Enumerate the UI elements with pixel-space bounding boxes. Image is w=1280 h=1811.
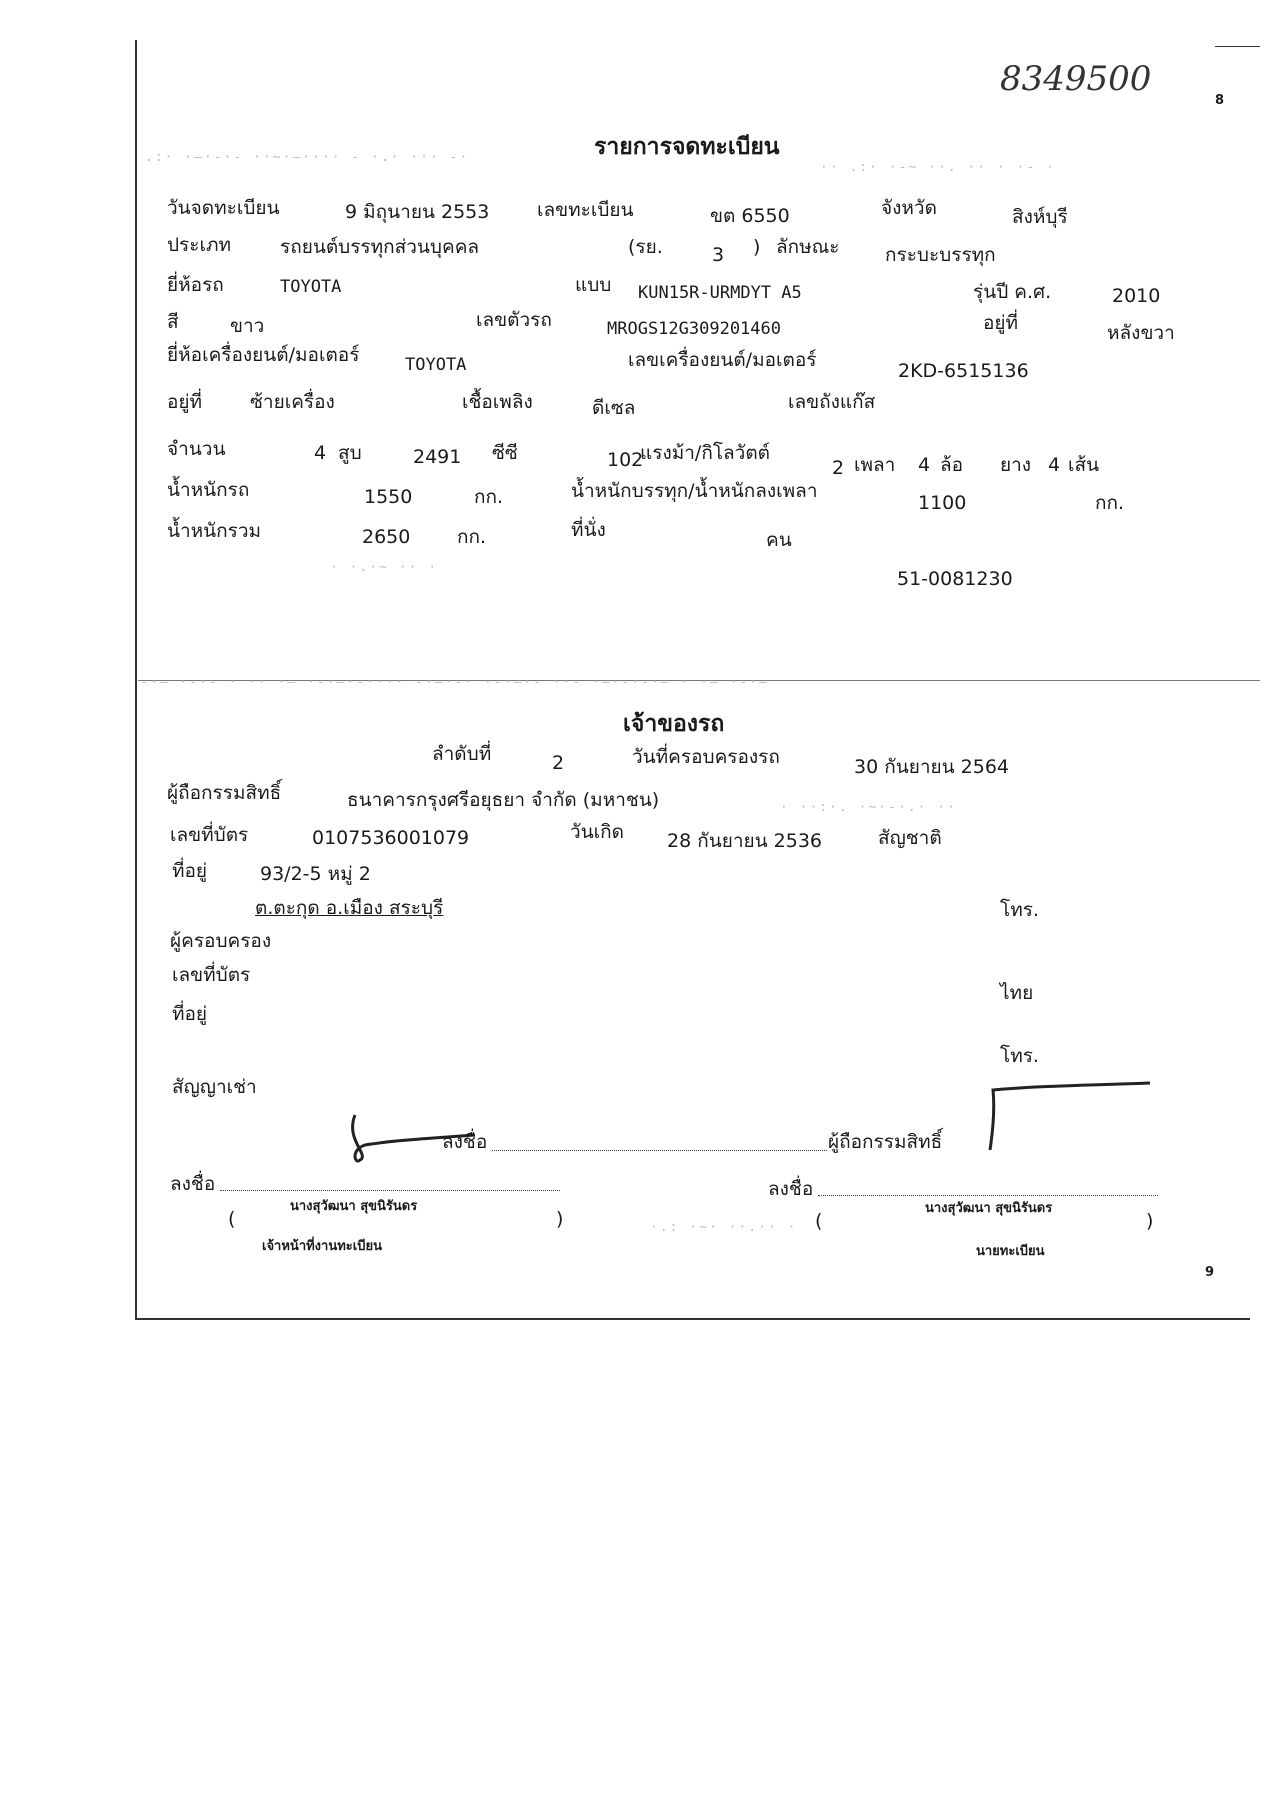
axles-label: เพลา bbox=[854, 454, 896, 476]
holder-sign-label: ผู้ถือกรรมสิทธิ์ bbox=[828, 1131, 943, 1153]
reg-date: 9 มิถุนายน 2553 bbox=[345, 201, 490, 223]
officer2-name: นางสุวัฒนา สุขนิรันดร bbox=[925, 1201, 1053, 1216]
fuel-label: เชื้อเพลิง bbox=[462, 391, 533, 413]
tires-unit: เส้น bbox=[1068, 454, 1100, 476]
dob-label: วันเกิด bbox=[570, 821, 624, 843]
brand: TOYOTA bbox=[280, 277, 342, 297]
sign-label-1: ลงชื่อ bbox=[442, 1131, 488, 1153]
sign-line-2 bbox=[220, 1190, 560, 1191]
officer2-title: นายทะเบียน bbox=[976, 1244, 1045, 1259]
dob: 28 กันยายน 2536 bbox=[667, 830, 823, 852]
address-label: ที่อยู่ bbox=[172, 860, 208, 882]
form-no: 51-0081230 bbox=[897, 568, 1013, 590]
officer1-paren-close: ) bbox=[556, 1208, 564, 1230]
thai-label: ไทย bbox=[1000, 982, 1034, 1004]
plate: ขต 6550 bbox=[710, 205, 790, 227]
handwritten-number: 8349500 bbox=[1000, 59, 1152, 99]
tel-label: โทร. bbox=[1000, 899, 1039, 921]
scan-noise: -·— ·-·- · ·· ·— ·-·—·-···· -·—·-· ·-·—·- ··- ·—·-·-·— · ·— ·-·— bbox=[140, 675, 769, 690]
weight: 1550 bbox=[364, 486, 413, 508]
cc-label: ซีซี bbox=[492, 442, 518, 464]
cyl-label: สูบ bbox=[338, 442, 362, 464]
wheels-label: ล้อ bbox=[940, 454, 964, 476]
engine-brand: TOYOTA bbox=[405, 355, 467, 375]
kg1: กก. bbox=[474, 486, 504, 508]
load: 1100 bbox=[918, 492, 967, 514]
gross-label: น้ำหนักรวม bbox=[167, 520, 262, 542]
signature-holder bbox=[985, 1080, 1155, 1160]
address-line1: 93/2-5 หมู่ 2 bbox=[260, 863, 371, 885]
model: KUN15R-URMDYT A5 bbox=[638, 283, 802, 303]
color: ขาว bbox=[230, 315, 265, 337]
tel2-label: โทร. bbox=[1000, 1045, 1039, 1067]
sign-label-2: ลงชื่อ bbox=[170, 1173, 216, 1195]
style: กระบะบรรทุก bbox=[885, 244, 996, 266]
hp: 102 bbox=[607, 449, 644, 471]
persons-label: คน bbox=[766, 529, 792, 551]
owner-title: เจ้าของรถ bbox=[623, 711, 725, 737]
engine-no-label: เลขเครื่องยนต์/มอเตอร์ bbox=[628, 349, 817, 371]
top-right-line bbox=[1215, 46, 1260, 47]
plate-label: เลขทะเบียน bbox=[537, 199, 634, 221]
ry-open: (รย. bbox=[628, 236, 663, 258]
seq: 2 bbox=[552, 752, 565, 774]
style-label: ลักษณะ bbox=[776, 236, 840, 258]
sign-label-3: ลงชื่อ bbox=[768, 1178, 814, 1200]
officer1-title: เจ้าหน้าที่งานทะเบียน bbox=[262, 1239, 382, 1254]
gross: 2650 bbox=[362, 526, 411, 548]
seq-label: ลำดับที่ bbox=[432, 743, 492, 765]
possessor-id-label: เลขที่บัตร bbox=[172, 964, 251, 986]
province-label: จังหวัด bbox=[881, 197, 937, 219]
engine-loc-label: อยู่ที่ bbox=[167, 391, 203, 413]
lease-label: สัญญาเช่า bbox=[172, 1076, 257, 1098]
tank-label: เลขถังแก๊ส bbox=[788, 391, 876, 413]
axles: 2 bbox=[832, 457, 845, 479]
model-year: 2010 bbox=[1112, 285, 1161, 307]
bottom-border-line bbox=[135, 1318, 1250, 1320]
registration-title: รายการจดทะเบียน bbox=[594, 134, 780, 160]
color-label: สี bbox=[167, 311, 179, 333]
possessor-label: ผู้ครอบครอง bbox=[170, 930, 272, 952]
kg2: กก. bbox=[1095, 492, 1125, 514]
fuel: ดีเซล bbox=[592, 397, 636, 419]
scan-noise: .:· ·—·-·- ··~·—···· - ·.· ··· -· bbox=[145, 150, 470, 165]
left-border-line bbox=[135, 40, 137, 1320]
count-label: จำนวน bbox=[167, 438, 226, 460]
scan-noise: · ··:·. ·~·-·.· ·· bbox=[780, 800, 957, 815]
hp-label: แรงม้า/กิโลวัตต์ bbox=[640, 442, 771, 464]
cylinders: 4 bbox=[314, 442, 327, 464]
engine-brand-label: ยี่ห้อเครื่องยนต์/มอเตอร์ bbox=[167, 344, 360, 366]
holder-label: ผู้ถือกรรมสิทธิ์ bbox=[167, 782, 282, 804]
weight-label: น้ำหนักรถ bbox=[167, 479, 250, 501]
possessor-address-label: ที่อยู่ bbox=[172, 1003, 208, 1025]
ry-close: ) bbox=[753, 236, 761, 258]
cc: 2491 bbox=[413, 446, 462, 468]
poss-date-label: วันที่ครอบครองรถ bbox=[632, 746, 780, 768]
load-label: น้ำหนักบรรทุก/น้ำหนักลงเพลา bbox=[571, 480, 818, 502]
id: 0107536001079 bbox=[312, 827, 470, 849]
scan-noise: · ·.·~ ·· · bbox=[330, 560, 439, 575]
chassis: MROGS12G309201460 bbox=[607, 319, 781, 339]
province: สิงห์บุรี bbox=[1012, 206, 1068, 228]
chassis-loc: หลังขวา bbox=[1107, 322, 1175, 344]
officer1-paren-open: ( bbox=[228, 1208, 236, 1230]
poss-date: 30 กันยายน 2564 bbox=[854, 756, 1010, 778]
brand-label: ยี่ห้อรถ bbox=[167, 274, 224, 296]
sign-line-1 bbox=[492, 1150, 827, 1151]
page-mark-bottom: 9 bbox=[1205, 1265, 1215, 1280]
engine-no: 2KD-6515136 bbox=[898, 360, 1029, 382]
nationality-label: สัญชาติ bbox=[878, 827, 942, 849]
id-label: เลขที่บัตร bbox=[170, 824, 249, 846]
kg3: กก. bbox=[457, 526, 487, 548]
chassis-loc-label: อยู่ที่ bbox=[983, 312, 1019, 334]
tires-label: ยาง bbox=[1000, 454, 1032, 476]
scan-noise: ·.: ·~· ··.·· · bbox=[650, 1220, 798, 1235]
chassis-label: เลขตัวรถ bbox=[476, 309, 552, 331]
sign-line-3 bbox=[818, 1195, 1158, 1196]
holder: ธนาคารกรุงศรีอยุธยา จำกัด (มหาชน) bbox=[347, 789, 660, 811]
officer2-paren-open: ( bbox=[815, 1210, 823, 1232]
scan-noise: ·· .:· ·-~ ··. ·· · ·- · bbox=[820, 160, 1056, 175]
type: รถยนต์บรรทุกส่วนบุคคล bbox=[280, 236, 480, 258]
tires: 4 bbox=[1048, 454, 1061, 476]
officer1-name: นางสุวัฒนา สุขนิรันดร bbox=[290, 1199, 418, 1214]
reg-date-label: วันจดทะเบียน bbox=[167, 197, 280, 219]
seats-label: ที่นั่ง bbox=[571, 519, 606, 541]
ry: 3 bbox=[712, 244, 725, 266]
engine-loc: ซ้ายเครื่อง bbox=[250, 391, 335, 413]
address-line2: ต.ตะกุด อ.เมือง สระบุรี bbox=[255, 897, 444, 919]
wheels: 4 bbox=[918, 454, 931, 476]
model-label: แบบ bbox=[575, 274, 612, 296]
page-mark-top: 8 bbox=[1215, 93, 1225, 108]
officer2-paren-close: ) bbox=[1146, 1210, 1154, 1232]
type-label: ประเภท bbox=[167, 234, 232, 256]
model-year-label: รุ่นปี ค.ศ. bbox=[973, 281, 1052, 303]
